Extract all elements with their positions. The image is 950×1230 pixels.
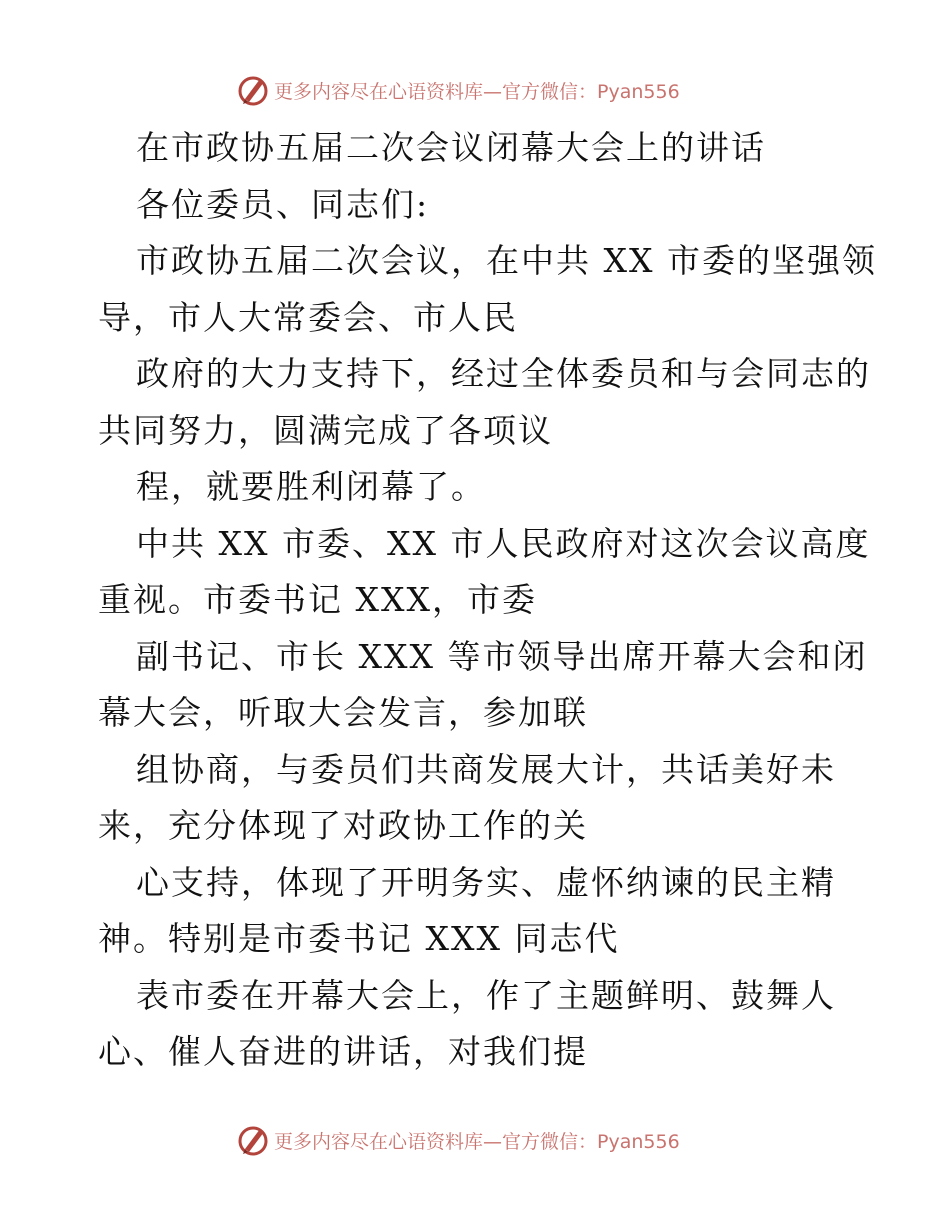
paragraph-line: 程，就要胜利闭幕了。 [136, 467, 486, 506]
paragraph-line: 副书记、市长 XXX 等市领导出席开幕大会和闭 [136, 636, 868, 676]
paragraph-line: 心支持，体现了开明务实、虚怀纳谏的民主精 [136, 862, 836, 902]
paragraph-line: 组协商，与委员们共商发展大计，共话美好未 [136, 749, 836, 789]
paragraph-line: 中共 XX 市委、XX 市人民政府对这次会议高度 [136, 523, 871, 563]
header-watermark-banner [236, 70, 680, 110]
paragraph-line: 重视。市委书记 XXX，市委 [98, 580, 537, 619]
watermark-text: 更多内容尽在心语资料库—官方微信：Pyan556 [274, 1130, 680, 1153]
document-title: 在市政协五届二次会议闭幕大会上的讲话 [136, 128, 766, 167]
paragraph-line: 政府的大力支持下，经过全体委员和与会同志的 [136, 354, 871, 393]
watermark-text: 更多内容尽在心语资料库—官方微信：Pyan556 [274, 80, 680, 103]
pen-seal-icon [236, 73, 270, 107]
paragraph-line: 来，充分体现了对政协工作的关 [98, 806, 588, 845]
paragraph-line: 共同努力，圆满完成了各项议 [98, 410, 553, 450]
paragraph-line: 幕大会，听取大会发言，参加联 [98, 693, 588, 732]
paragraph-line: 表市委在开幕大会上，作了主题鲜明、鼓舞人 [136, 975, 836, 1015]
paragraph-line: 心、催人奋进的讲话，对我们提 [98, 1032, 588, 1071]
paragraph-line: 导，市人大常委会、市人民 [98, 297, 518, 337]
pen-seal-icon [236, 1123, 270, 1157]
paragraph-line: 市政协五届二次会议，在中共 XX 市委的坚强领 [136, 241, 877, 280]
salutation: 各位委员、同志们: [136, 184, 430, 224]
footer-watermark-banner [236, 1120, 680, 1160]
document-body [98, 120, 877, 1081]
paragraph-line: 神。特别是市委书记 XXX 同志代 [98, 919, 620, 958]
